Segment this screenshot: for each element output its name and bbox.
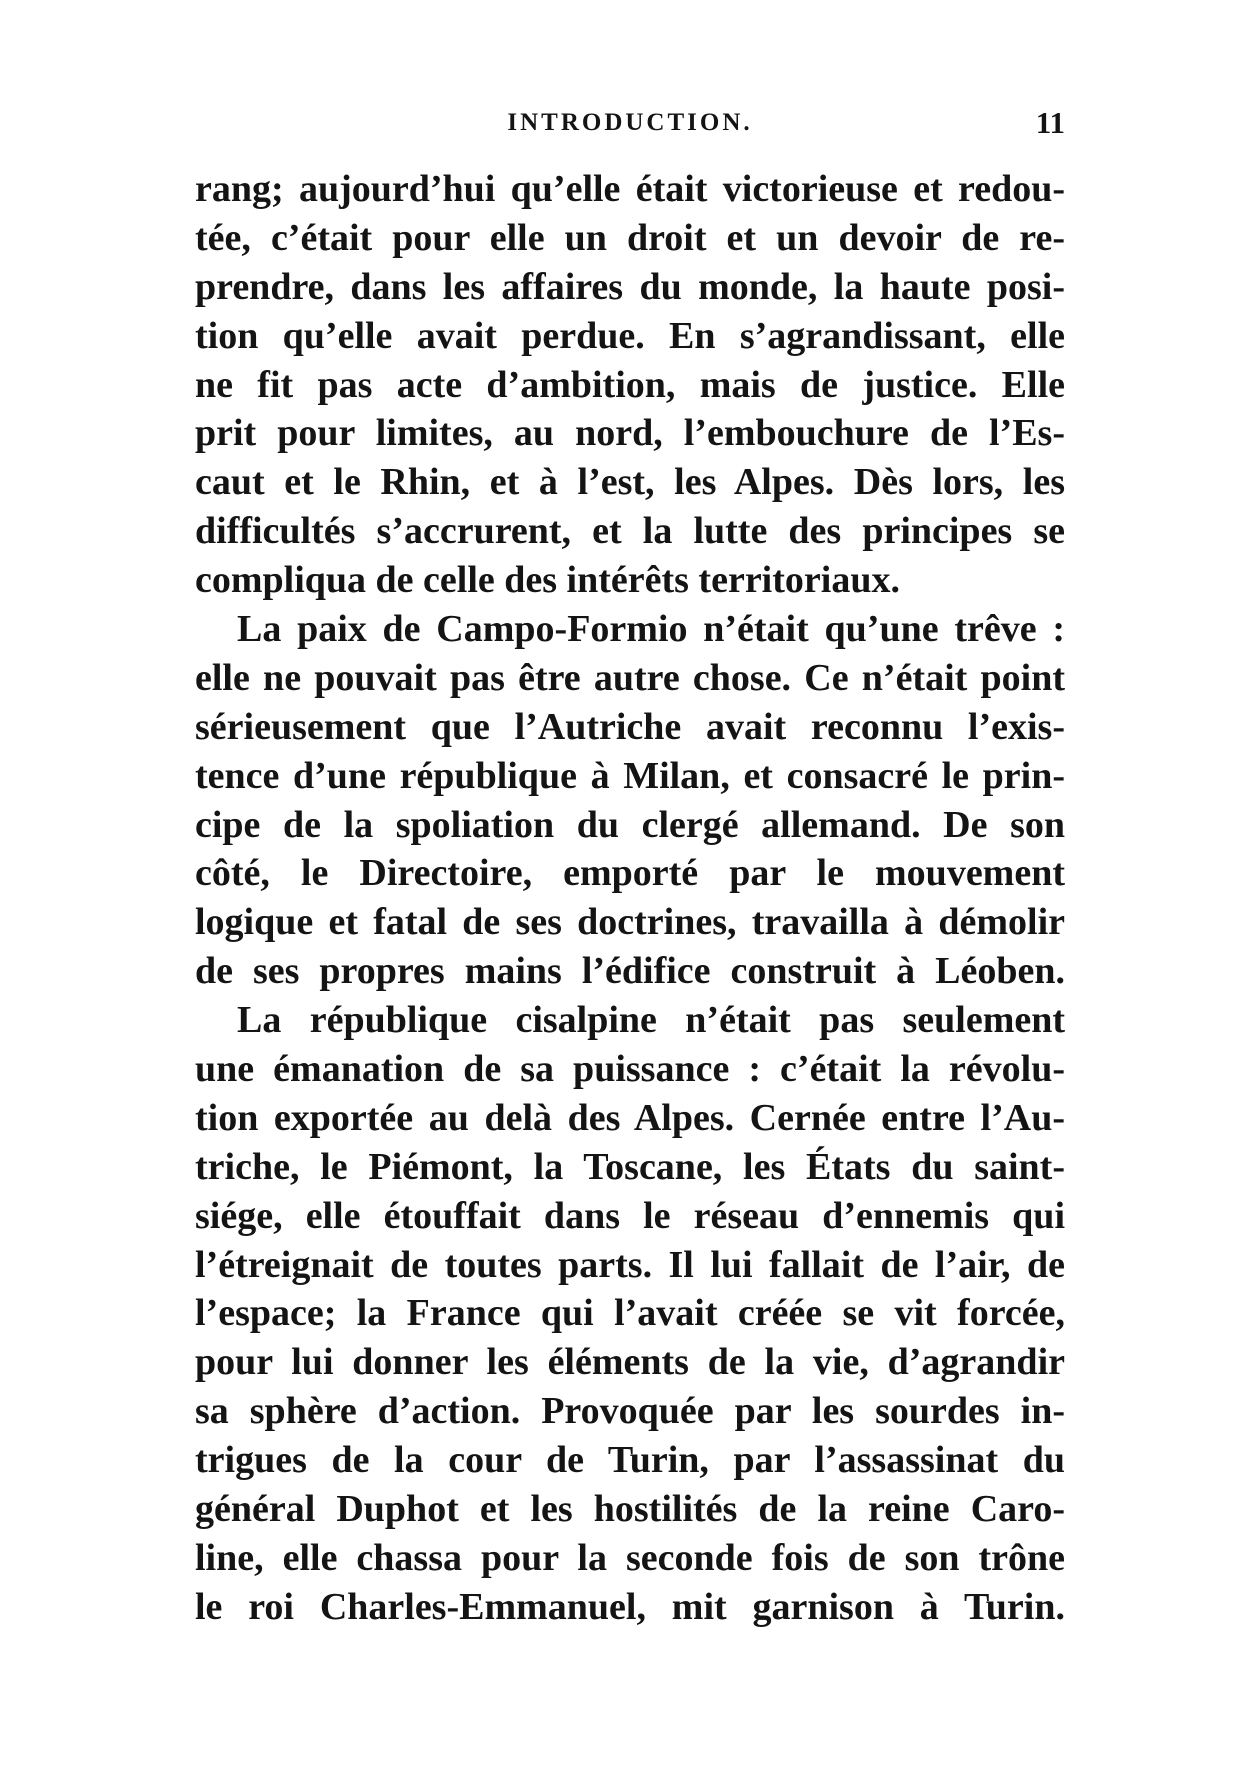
text-line: tion qu’elle avait perdue. En s’agrandissant, elle — [195, 314, 1065, 357]
text-line: pour lui donner les éléments de la vie, d’agrandir — [195, 1341, 1065, 1384]
running-head — [195, 103, 1065, 143]
text-line: sérieusement que l’Autriche avait reconnu l’exis- — [195, 705, 1065, 748]
paragraph-start-line: La paix de Campo-Formio n’était qu’une trêve : — [237, 608, 1065, 651]
text-line: difficultés s’accrurent, et la lutte des principes se — [195, 510, 1065, 553]
text-line: rang; aujourd’hui qu’elle était victorieuse et redou- — [195, 168, 1065, 210]
text-line: ne fit pas acte d’ambition, mais de justice. Elle — [195, 363, 1065, 406]
text-line: tion exportée au delà des Alpes. Cernée entre l’Au- — [195, 1096, 1065, 1139]
text-line: prit pour limites, au nord, l’embouchure de l’Es- — [195, 412, 1065, 455]
text-line: l’espace; la France qui l’avait créée se vit forcée, — [195, 1292, 1065, 1335]
paragraph-start-line: La république cisalpine n’était pas seulement — [237, 999, 1065, 1042]
text-line: prendre, dans les affaires du monde, la haute posi- — [195, 265, 1065, 308]
text-line: triche, le Piémont, la Toscane, les États du saint- — [195, 1145, 1065, 1188]
text-line: compliqua de celle des intérêts territoriaux. — [195, 559, 900, 602]
text-line: côté, le Directoire, emporté par le mouvement — [195, 852, 1065, 895]
text-line: logique et fatal de ses doctrines, travailla à démolir — [195, 901, 1065, 944]
text-line: le roi Charles-Emmanuel, mit garnison à Turin. — [195, 1585, 1065, 1628]
text-line: elle ne pouvait pas être autre chose. Ce n’était point — [195, 656, 1065, 699]
text-line: général Duphot et les hostilités de la reine Caro- — [195, 1488, 1065, 1531]
text-line: caut et le Rhin, et à l’est, les Alpes. Dès lors, les — [195, 461, 1065, 504]
text-line: sa sphère d’action. Provoquée par les sourdes in- — [195, 1390, 1065, 1433]
text-line: cipe de la spoliation du clergé allemand. De son — [195, 803, 1065, 846]
running-title: INTRODUCTION. — [507, 109, 753, 136]
text-line: line, elle chassa pour la seconde fois de son trône — [195, 1536, 1065, 1579]
text-line: trigues de la cour de Turin, par l’assassinat du — [195, 1439, 1065, 1482]
text-line: l’étreignait de toutes parts. Il lui fallait de l’air, de — [195, 1243, 1065, 1286]
body-text — [195, 165, 1065, 1632]
text-line: une émanation de sa puissance : c’était la révolu- — [195, 1048, 1065, 1091]
text-line: siége, elle étouffait dans le réseau d’ennemis qui — [195, 1194, 1065, 1237]
text-line: de ses propres mains l’édifice construit à Léoben. — [195, 950, 1065, 993]
text-line: tée, c’était pour elle un droit et un devoir de re- — [195, 216, 1065, 259]
page-number: 11 — [1035, 105, 1065, 140]
text-line: tence d’une république à Milan, et consacré le prin- — [195, 754, 1065, 797]
